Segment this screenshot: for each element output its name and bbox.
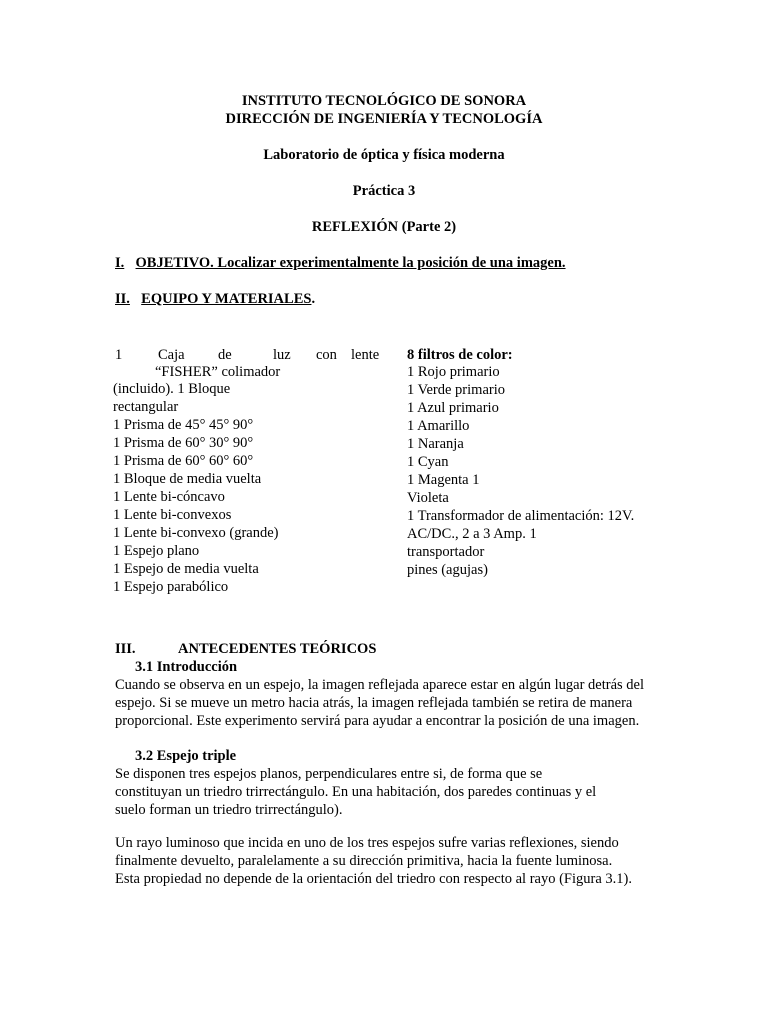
lab-name: Laboratorio de óptica y física moderna [263,147,505,163]
list-item: 1 Naranja [407,436,464,452]
section-number: III. [115,641,136,657]
paragraph-line: espejo. Si se mueve un metro hacia atrás, la imagen reflejada también se retira de manera [115,695,633,711]
list-item: 1 Cyan [407,454,449,470]
section-equipment [115,290,315,308]
paragraph-line: Se disponen tres espejos planos, perpendiculares entre si, de forma que se [115,766,543,782]
subsection-paragraph [115,676,660,730]
section-period: . [311,291,316,307]
paragraph-line: proporcional. Este experimento servirá para ayudar a encontrar la posición de una imagen. [115,713,640,729]
section-text: OBJETIVO. Localizar experimentalmente la posición de una imagen. [135,255,566,271]
list-item: 1 Espejo plano [113,543,200,559]
word: de [218,347,232,363]
section-number: I. [115,255,125,271]
list-item: 1 Rojo primario [407,364,500,380]
equipment-first-line [115,346,385,364]
word: 1 [115,347,123,363]
word: lente [351,347,380,363]
word: con [316,347,337,363]
equipment-line-3: (incluido). 1 Bloque [113,381,231,397]
paragraph-line: finalmente devuelto, paralelamente a su dirección primitiva, hacia la fuente luminosa. [115,853,613,869]
list-item: 1 Magenta 1 [407,472,480,488]
list-item: AC/DC., 2 a 3 Amp. 1 [407,526,537,542]
section-objective [115,254,566,272]
list-item: 1 Verde primario [407,382,505,398]
word: Caja [158,347,185,363]
institute-name: INSTITUTO TECNOLÓGICO DE SONORA [241,93,527,109]
equipment-list-right [407,363,634,579]
section-text: EQUIPO Y MATERIALES [141,291,312,307]
list-item: Violeta [407,490,449,506]
paragraph-line: Esta propiedad no depende de la orientación del triedro con respecto al rayo (Figura 3.1). [115,871,632,887]
list-item: 1 Espejo parabólico [113,579,229,595]
word: luz [273,347,291,363]
subsection-title: 3.1 Introducción [135,659,238,675]
filters-heading: 8 filtros de color: [407,347,513,363]
equipment-list-left [113,416,278,596]
list-item: transportador [407,544,485,560]
list-item: 1 Prisma de 60° 30° 90° [113,435,254,451]
list-item: 1 Prisma de 45° 45° 90° [113,417,254,433]
list-item: pines (agujas) [407,562,488,578]
section-background [115,640,376,658]
list-item: 1 Prisma de 60° 60° 60° [113,453,254,469]
department-name: DIRECCIÓN DE INGENIERÍA Y TECNOLOGÍA [225,111,543,127]
equipment-fisher: “FISHER” colimador [155,364,281,380]
subsection-paragraph [115,765,660,819]
paragraph-line: constituyan un triedro trirrectángulo. En una habitación, dos paredes continuas y el [115,784,597,800]
list-item: 1 Lente bi-convexo (grande) [113,525,279,541]
subsection-paragraph-2 [115,834,660,888]
list-item: 1 Lente bi-convexos [113,507,232,523]
paragraph-line: suelo forman un triedro trirrectángulo). [115,802,343,818]
list-item: 1 Transformador de alimentación: 12V. [407,508,635,524]
paragraph-line: Cuando se observa en un espejo, la imagen reflejada aparece estar en algún lugar detrás del [115,677,645,693]
equipment-line-2 [155,363,280,381]
list-item: 1 Lente bi-cóncavo [113,489,225,505]
practice-number: Práctica 3 [352,183,416,199]
section-text: ANTECEDENTES TEÓRICOS [178,641,377,657]
practice-title: REFLEXIÓN (Parte 2) [311,219,457,235]
list-item: 1 Amarillo [407,418,470,434]
list-item: 1 Azul primario [407,400,499,416]
equipment-line-4: rectangular [113,399,179,415]
list-item: 1 Bloque de media vuelta [113,471,262,487]
subsection-title: 3.2 Espejo triple [135,748,237,764]
section-number: II. [115,291,130,307]
paragraph-line: Un rayo luminoso que incida en uno de los tres espejos sufre varias reflexiones, siendo [115,835,619,851]
list-item: 1 Espejo de media vuelta [113,561,259,577]
